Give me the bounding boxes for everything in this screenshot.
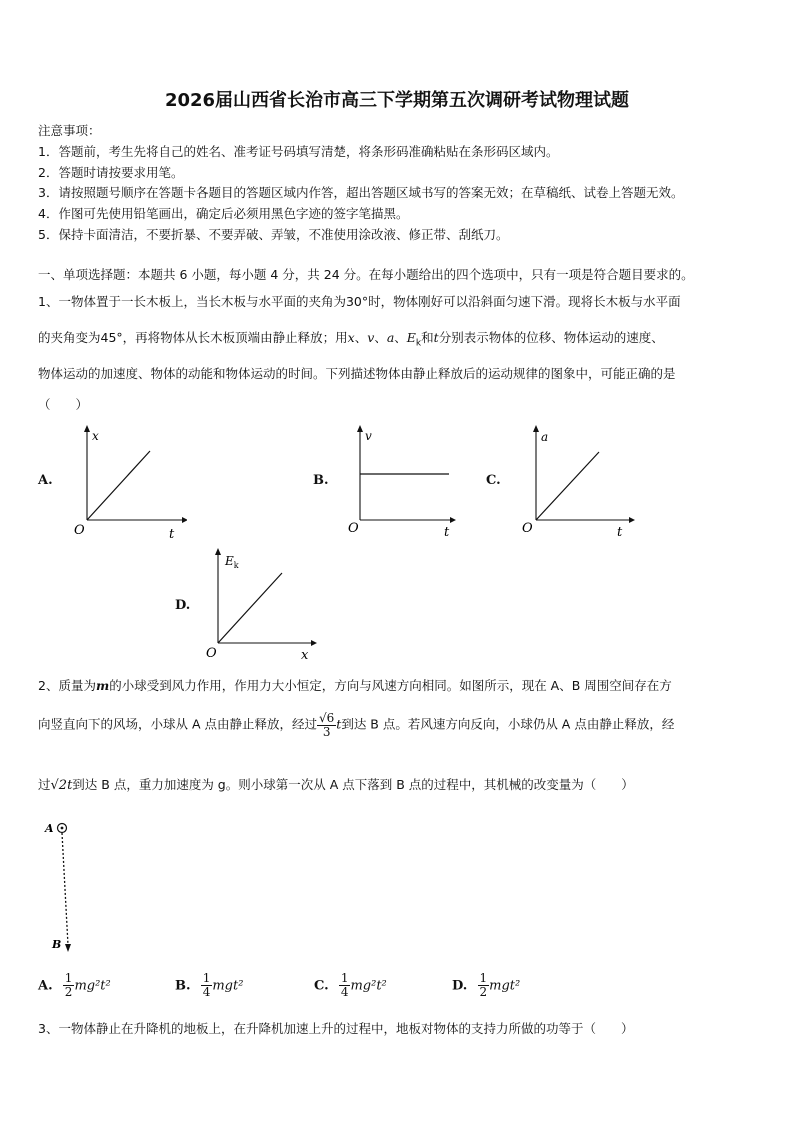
graph-c xyxy=(521,424,636,544)
option-d-label: D. xyxy=(175,598,191,613)
option-b-label: B. xyxy=(313,473,329,488)
ab-figure xyxy=(40,817,80,957)
graph-line xyxy=(87,451,150,520)
q2-option-d-label: D. xyxy=(452,978,468,994)
notice-item-4: 4．作图可先使用铅笔画出，确定后必须用黑色字迹的签字笔描黑。 xyxy=(38,206,409,221)
fraction-denominator: 4 xyxy=(340,984,349,999)
notice-heading: 注意事项： xyxy=(38,123,101,138)
q2-option-b xyxy=(175,972,243,998)
graph-b xyxy=(345,424,460,544)
fraction-denominator: 4 xyxy=(202,984,211,999)
q1-line-3: 物体运动的加速度、物体的动能和物体运动的时间。下列描述物体由静止释放后的运动规律的图象中，可能正确的是 xyxy=(38,366,676,381)
x-axis-label: x xyxy=(301,648,309,663)
graph-a xyxy=(72,424,187,544)
section-heading: 一、单项选择题：本题共 6 小题，每小题 4 分，共 24 分。在每小题给出的四个选项中，只有一项是符合题目要求的。 xyxy=(38,267,694,282)
q2-line-2a: 向竖直向下的风场，小球从 A 点由静止释放，经过 xyxy=(38,716,317,732)
notice-item-2: 2．答题时请按要求用笔。 xyxy=(38,165,184,180)
fraction-numerator: √6 xyxy=(319,711,335,725)
q2-line-1 xyxy=(38,676,672,694)
origin-label: O xyxy=(74,523,85,538)
q2-option-a-expr: mg²t² xyxy=(74,978,111,994)
symbol-ek-sub: k xyxy=(415,338,422,349)
q2-option-c-expr: mg²t² xyxy=(350,978,387,994)
fraction-denominator: 2 xyxy=(64,984,73,999)
fraction xyxy=(339,972,351,998)
fraction xyxy=(63,972,75,998)
notice-item-1: 1．答题前，考生先将自己的姓名、准考证号码填写清楚，将条形码准确粘贴在条形码区域内。 xyxy=(38,144,559,159)
x-axis-arrow-icon xyxy=(629,517,635,523)
q1-line-2 xyxy=(38,328,664,349)
symbol-v: v xyxy=(367,330,375,345)
point-a-label: A xyxy=(45,822,54,835)
symbol-m: m xyxy=(95,678,110,693)
symbol-sqrt2t: √2t xyxy=(50,778,73,793)
q1-line-2b: 分别表示物体的位移、物体运动的速度、 xyxy=(438,330,664,345)
origin-label: O xyxy=(348,521,359,536)
sep: 、 xyxy=(354,330,368,345)
symbol-a: a xyxy=(386,330,395,345)
fraction-denominator: 3 xyxy=(322,724,331,739)
origin-label: O xyxy=(206,646,217,661)
q2-option-c xyxy=(314,972,387,998)
y-axis-arrow-icon xyxy=(84,425,90,432)
fraction-numerator: 1 xyxy=(64,971,73,985)
fraction-numerator: 1 xyxy=(340,971,349,985)
q1-line-2a: 的夹角变为45°，再将物体从长木板顶端由静止释放；用 xyxy=(38,330,348,345)
q1-bracket: （ ） xyxy=(38,397,89,412)
fraction xyxy=(478,972,490,998)
point-b-label: B xyxy=(52,938,62,951)
graph-line xyxy=(218,573,282,643)
origin-label: O xyxy=(522,521,533,536)
fraction-sqrt6-over-3 xyxy=(317,712,336,738)
q2-line-3 xyxy=(38,775,634,793)
graph-line xyxy=(536,452,599,520)
fraction-numerator: 1 xyxy=(479,971,488,985)
sep: 、 xyxy=(374,330,387,345)
q2-option-d-expr: mgt² xyxy=(489,978,521,994)
sep: 、 xyxy=(394,330,407,345)
fall-path xyxy=(62,833,68,945)
y-axis-label: x xyxy=(92,429,99,443)
y-axis-label: $E_k$ xyxy=(225,554,239,570)
notice-item-5: 5．保持卡面清洁，不要折暴、不要弄破、弄皱，不准使用涂改液、修正带、刮纸刀。 xyxy=(38,227,509,242)
y-axis-label: a xyxy=(541,430,549,444)
q2-line-3a: 过 xyxy=(38,777,51,792)
x-axis-arrow-icon xyxy=(311,640,317,646)
q2-line-1b: 的小球受到风力作用，作用力大小恒定，方向与风速方向相同。如图所示，现在 A、B 周围空间存在方 xyxy=(109,678,672,693)
q2-line-2b: 到达 B 点。若风速方向反向，小球仍从 A 点由静止释放，经 xyxy=(341,716,675,732)
q2-line-1a: 2、质量为 xyxy=(38,678,96,693)
q2-option-d xyxy=(452,972,520,998)
y-axis-arrow-icon xyxy=(533,425,539,432)
q2-line-3b: 到达 B 点，重力加速度为 g。则小球第一次从 A 点下落到 B 点的过程中，其机械的改变量为（ ） xyxy=(72,777,634,792)
notice-item-3: 3．请按照题号顺序在答题卡各题目的答题区域内作答，超出答题区域书写的答案无效；在草稿纸、试卷上答题无效。 xyxy=(38,185,684,200)
option-a-label: A. xyxy=(38,473,53,488)
page-title: 2026届山西省长治市高三下学期第五次调研考试物理试题 xyxy=(164,90,630,111)
fraction-denominator: 2 xyxy=(479,984,488,999)
fraction-numerator: 1 xyxy=(202,971,211,985)
x-axis-label: t xyxy=(169,527,175,542)
arrow-down-icon xyxy=(65,944,71,952)
x-axis-arrow-icon xyxy=(450,517,456,523)
y-axis-arrow-icon xyxy=(215,548,221,555)
q3-text: 3、一物体静止在升降机的地板上，在升降机加速上升的过程中，地板对物体的支持力所做的功等于（ ） xyxy=(38,1021,634,1036)
symbol-x: x xyxy=(347,330,355,345)
symbol-t: t xyxy=(336,716,342,732)
q2-option-b-expr: mgt² xyxy=(212,978,244,994)
and-text: 和 xyxy=(421,330,434,345)
x-axis-label: t xyxy=(617,525,623,540)
fraction xyxy=(201,972,213,998)
symbol-t: t xyxy=(433,330,439,345)
graph-d xyxy=(203,547,318,667)
y-axis-label: v xyxy=(365,429,372,443)
x-axis-label: t xyxy=(444,525,450,540)
q2-option-a xyxy=(38,972,111,998)
option-c-label: C. xyxy=(486,473,501,488)
q2-option-b-label: B. xyxy=(175,978,191,994)
x-axis-arrow-icon xyxy=(182,517,187,523)
q2-option-a-label: A. xyxy=(38,978,53,994)
symbol-ek: E xyxy=(406,330,416,345)
q2-line-2 xyxy=(38,712,674,738)
y-axis-arrow-icon xyxy=(357,425,363,432)
ball-center-icon xyxy=(61,827,64,830)
q2-option-c-label: C. xyxy=(314,978,329,994)
q1-line-1: 1、一物体置于一长木板上，当长木板与水平面的夹角为30°时，物体刚好可以沿斜面匀速下滑。现将长木板与水平面 xyxy=(38,294,681,309)
